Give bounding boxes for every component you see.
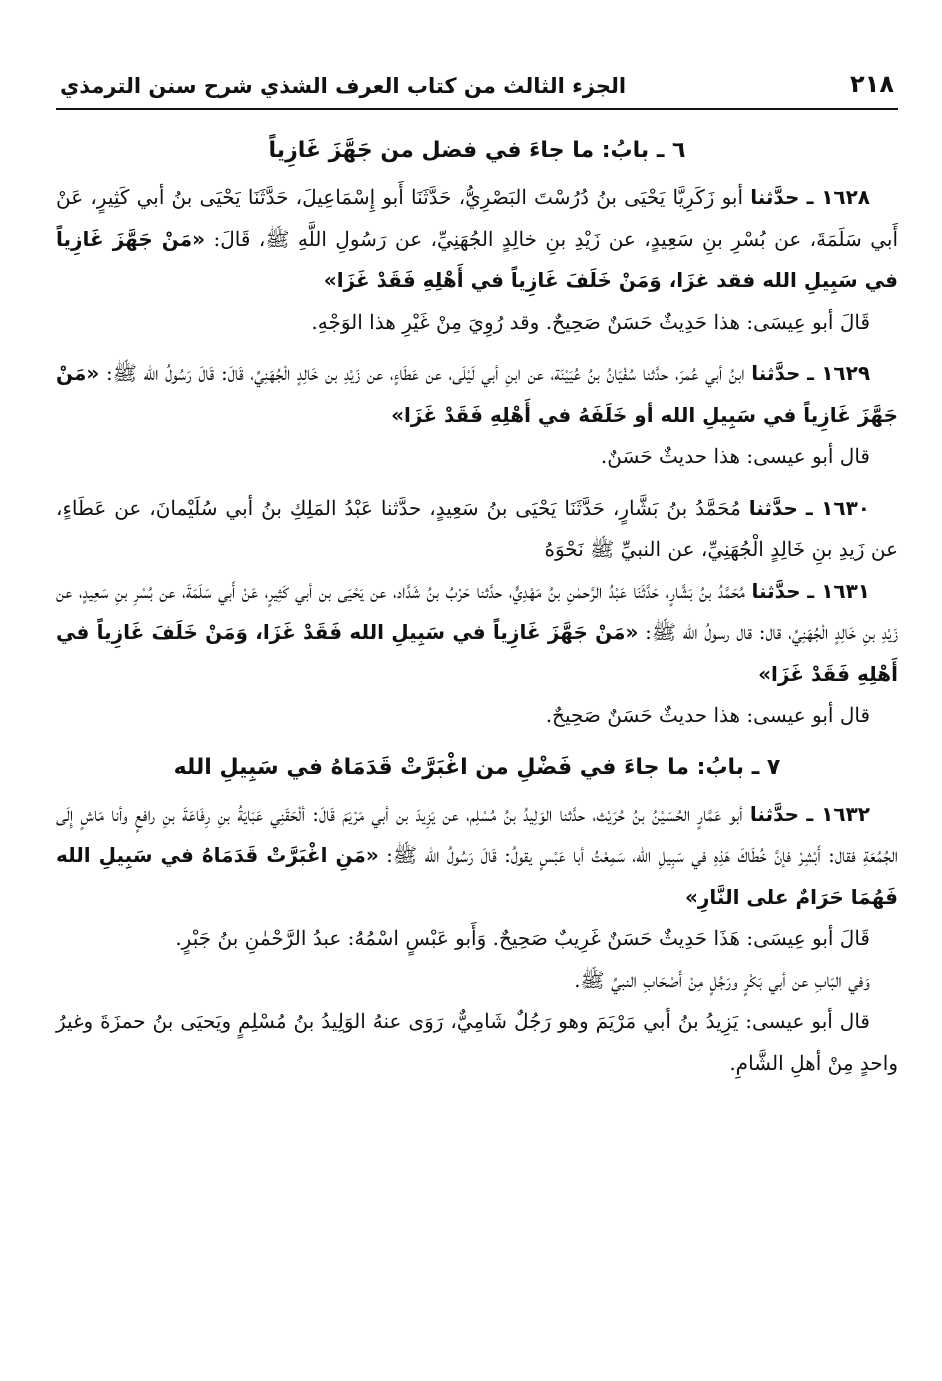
hadith-number: ١٦٢٨ ـ [806,185,871,209]
hadith-number: ١٦٢٩ ـ [807,361,871,385]
running-title: الجزء الثالث من كتاب العرف الشذي شرح سنن الترمذي [60,74,627,98]
haddathana-word: حدَّثنا [751,578,801,603]
comment-1632-narrator-note: قال أبو عيسى: يَزِيدُ بنُ أبي مَرْيَمَ وهو رَجُلٌ شَامِيٌّ، رَوَى عنهُ الوَلِيدُ بنُ مُسْلِمٍ ويَحيَى بنُ حمزَةَ وغيرُ واحدٍ مِنْ أهلِ الشَّامِ. [56,1009,898,1075]
comment-1628: قَالَ أبو عِيسَى: هذا حَدِيثٌ حَسَنٌ صَحِيحٌ. وقد رُوِيَ مِنْ غَيْرِ هذا الوَجْهِ. [311,309,870,334]
hadith-1632 [56,794,898,919]
hadith-1628 [56,177,898,302]
document-page [56,70,898,1084]
isnad-text: مُحَمَّدُ بنُ بَشَّارٍ، حَدَّثَنَا يَحْيَى بنُ سَعِيدٍ، حدَّثنا عَبْدُ المَلِكِ بنُ أبي سُلَيْمانَ، عن عَطَاءٍ، عن زَيدِ بنِ خَالِدٍ الْجُهَنِيِّ، عن النبيِّ ﷺ نَحْوَهُ [56,495,898,561]
hadith-number: ١٦٣٢ ـ [806,801,870,826]
haddathana-word: حدَّثنا [750,185,800,209]
comment-1631: قال أبو عيسى: هذا حديثٌ حَسَنٌ صَحِيحٌ. [545,703,870,727]
matn-text: «مَنْ جَهَّزَ غَازِياً في سَبِيلِ الله فقد غزَا، وَمَنْ خَلَفَ غَازِياً في أَهْلِهِ فَقَدْ غَزَا» [56,226,898,292]
hadith-number: ١٦٣١ ـ [807,578,871,603]
comment-1632-chapter-note: وَفي البَابِ عن أبي بَكْرٍ ورَجُلٍ مِنْ أَصْحَابِ النبيِّ ﷺ. [574,967,870,992]
comment-1629: قال أبو عيسى: هذا حديثٌ حَسَنٌ. [600,444,870,468]
isnad-text: ابنُ أبي عُمرَ، حدَّثنا سُفْيَانُ بنُ عُيَيْنَة، عن ابنِ أبي لَيْلَى، عن عَطَاءٍ، عن زَيْدِ بن خَالِدٍ الْجُهَنِيِّ، قَالَ: قَالَ رَسُولُ الله ﷺ: [105,361,745,385]
haddathana-word: حدَّثنا [749,801,800,826]
page-number: ٢١٨ [850,70,894,98]
isnad-text: أبو عَمَّارٍ الحُسَيْنُ بنُ حُرَيْث، حدَّثنا الوَلِيدُ بنُ مُسْلِم، عن يَزِيدَ بن أبي مَرْيَمَ قَالَ: ألْحَقَنِي عَبَايَةُ بنِ رِفَاعَةَ بنِ رافعٍ وأنا مَاشٍ إِلَى الجُمُعَةِ فقال: أَبْشِرْ فإنَّ خُطَاكَ هَذِهِ في سَبِيلِ الله، سَمِعْتُ أبا عَبْسٍ يقولُ: قَالَ رَسُولُ الله ﷺ: [56,801,898,867]
matn-text: «مَنْ جَهَّزَ غَازِياً في سَبِيلِ الله أو خَلَفَهُ في أَهْلِهِ فَقَدْ غَزَا» [56,361,898,427]
matn-text: «مَنْ جَهَّزَ غَازِياً في سَبِيلِ الله فَقَدْ غَزَا، وَمَنْ خَلَفَ غَازِياً في أَهْلِهِ فَقَدْ غَزَا» [56,620,898,686]
hadith-1629 [56,353,898,436]
haddathana-word: حدَّثنا [748,495,798,520]
hadith-1630 [56,488,898,571]
isnad-text: أبو زَكَرِيَّا يَحْيَى بنُ دُرُسْتَ البَصْرِيُّ، حَدَّثَنَا أَبو إِسْمَاعِيلَ، حَدَّثَنَا يَحْيَى بنُ أبي كَثِيرٍ، عَنْ أَبي سَلَمَةَ، عن بُسْرِ بنِ سَعِيدٍ، عن زَيْدِ بنِ خالِدٍ الجُهَنِيِّ، عن رَسُولِ اللَّهِ ﷺ، قَالَ: [56,185,899,251]
haddathana-word: حدَّثنا [751,361,801,385]
hadith-number: ١٦٣٠ ـ [805,495,870,520]
hadith-1631 [56,571,898,696]
chapter-6-title: ٦ ـ بابُ: ما جاءَ في فضل من جَهَّزَ غَازِياً [268,138,686,163]
comment-1632-grading: قَالَ أبو عِيسَى: هَذَا حَدِيثٌ حَسَنٌ غَرِيبٌ صَحِيحٌ. وَأَبو عَبْسٍ اسْمُهُ: عبدُ الرَّحْمٰنِ بنُ جَبْرٍ. [175,926,870,950]
matn-text: «مَنِ اغْبَرَّتْ قَدَمَاهُ في سَبِيلِ الله فَهُمَا حَرَامٌ على النَّارِ» [56,843,898,909]
isnad-text: مُحَمَّدُ بنُ بَشَّارٍ، حَدَّثَنَا عَبْدُ الرَّحمٰنِ بنُ مَهْدِيٍّ، حدَّثنا حَرْبُ بنُ شَدَّاد، عن يَحْيَى بن أبي كَثِيرٍ، عَنْ أَبي سَلَمَةَ، عن بُسْرِ بنِ سَعِيدٍ، عن زَيْدِ بنِ خَالِدٍ الْجُهَنِيِّ، قال: قال رسولُ الله ﷺ: [56,578,898,644]
page-header [56,70,898,110]
chapter-7-title: ٧ ـ بابُ: ما جاءَ في فَضْلِ من اغْبَرَّتْ قَدَمَاهُ في سَبِيلِ الله [173,754,781,780]
